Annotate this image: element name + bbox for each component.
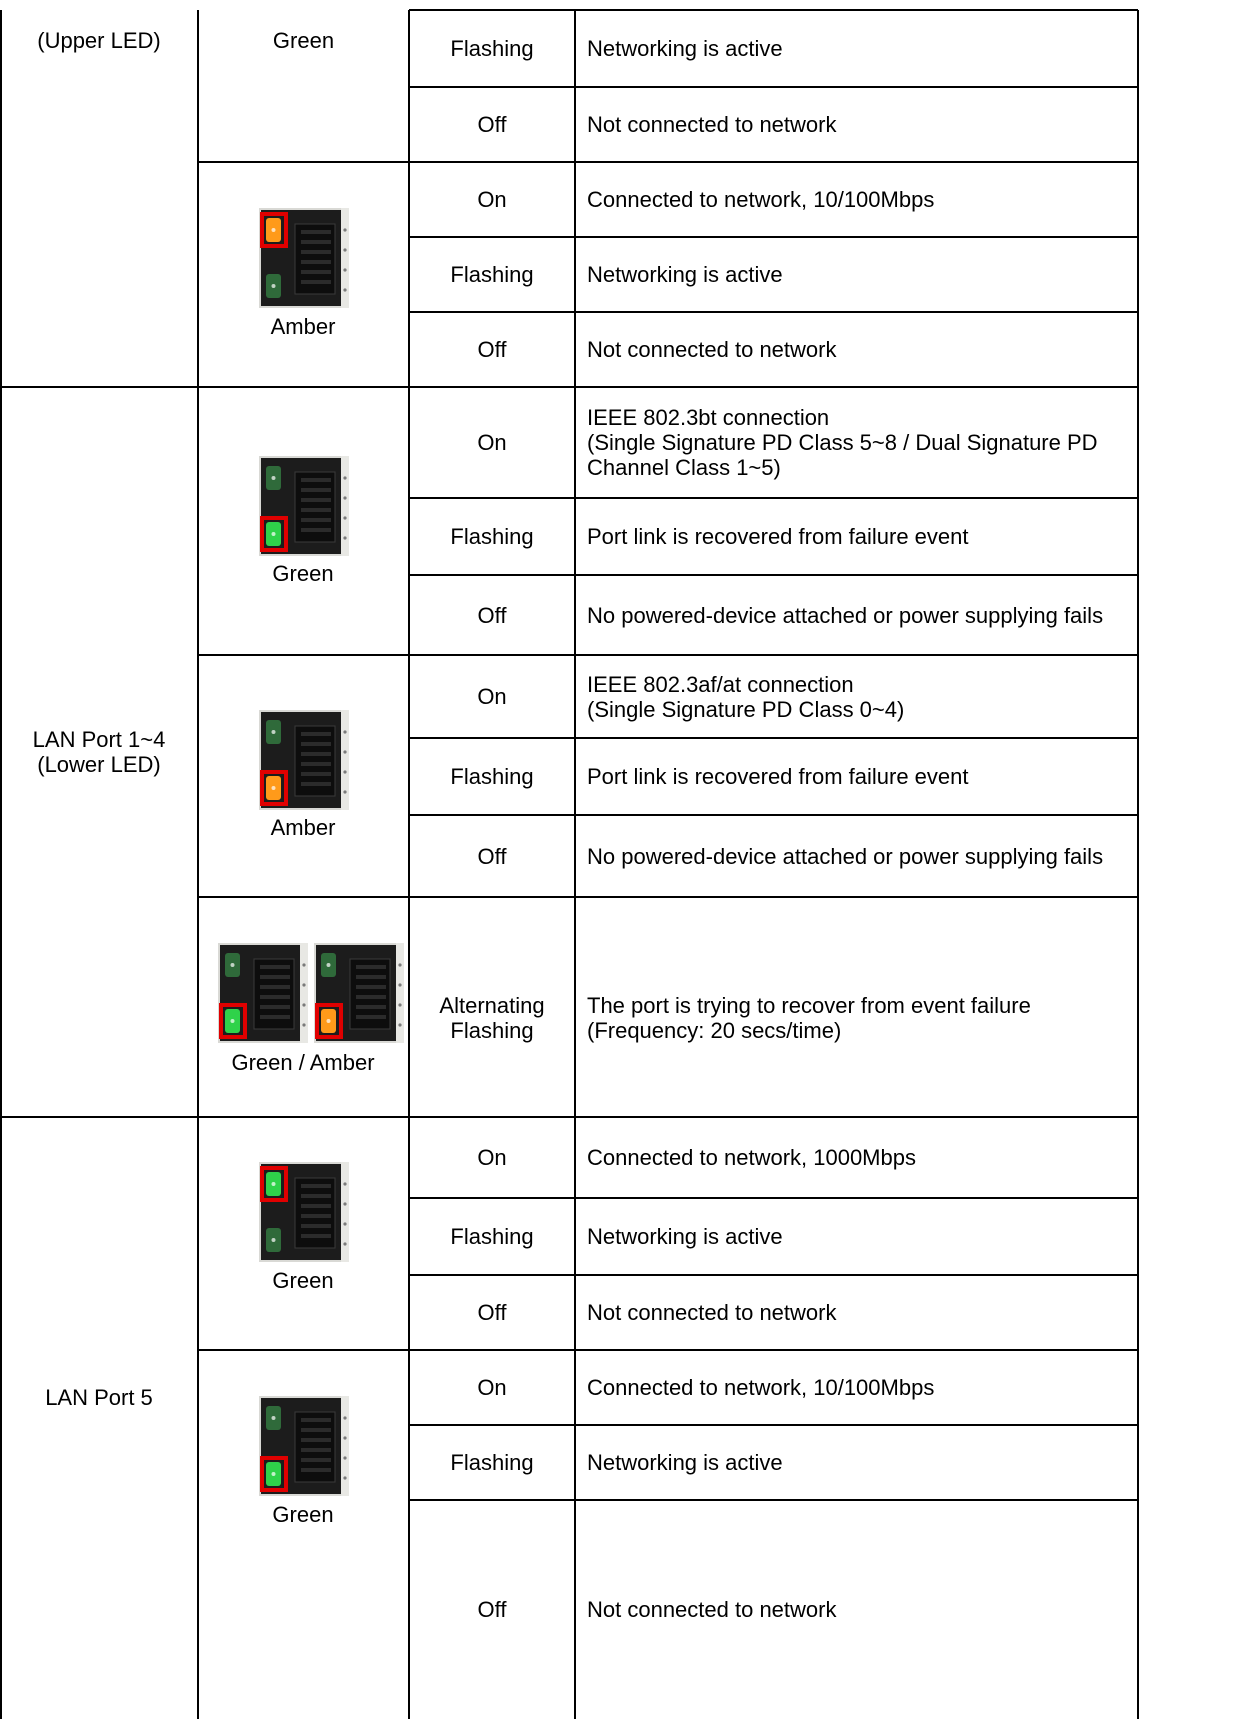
led-status: Off [477, 843, 507, 869]
led-color-label: Amber [270, 314, 336, 339]
led-status: Off [477, 1597, 507, 1622]
led-description: Port link is recovered from failure event [587, 764, 969, 789]
rj45-port-icon [259, 456, 349, 556]
led-description: Not connected to network [587, 337, 837, 362]
led-port-image [259, 456, 349, 556]
led-description: Networking is active [587, 1224, 783, 1249]
led-status: On [477, 430, 507, 455]
led-port-image [259, 710, 349, 810]
led-port-image [218, 943, 404, 1043]
led-status: Flashing [450, 36, 534, 61]
led-color-label: Green [272, 561, 334, 586]
led-status: Flashing [450, 262, 534, 287]
port-group-label: LAN Port 5 [45, 1385, 153, 1410]
rj45-port-icon [314, 943, 404, 1043]
led-color-label: Green [272, 1502, 334, 1527]
led-status: Flashing [450, 764, 534, 789]
led-status: On [477, 684, 507, 709]
rj45-port-icon [218, 943, 308, 1043]
table-left-border [0, 10, 2, 1719]
led-port-image [259, 1396, 349, 1496]
led-status: Flashing [450, 524, 534, 549]
led-status: Flashing [450, 1224, 534, 1249]
led-description: Networking is active [587, 36, 783, 61]
led-description: Connected to network, 10/100Mbps [587, 187, 935, 212]
rj45-port-icon [259, 1396, 349, 1496]
rj45-port-icon [259, 208, 349, 308]
led-port-image [259, 1162, 349, 1262]
group-divider [0, 1116, 198, 1118]
led-description: Networking is active [587, 262, 783, 287]
led-description: IEEE 802.3af/at connection (Single Signature PD Class 0~4) [587, 671, 905, 722]
led-block-divider [198, 161, 409, 163]
led-description: Connected to network, 1000Mbps [587, 1145, 916, 1170]
led-description: No powered-device attached or power supplying fails [587, 843, 1104, 869]
rj45-port-icon [259, 1162, 349, 1262]
led-description: The port is trying to recover from event failure (Frequency: 20 secs/time) [587, 993, 1031, 1043]
led-description: Port link is recovered from failure event [587, 524, 969, 549]
led-color-label: Green / Amber [231, 1050, 375, 1075]
led-status: On [477, 1375, 507, 1400]
led-status: Off [477, 1300, 507, 1325]
led-color-label: Green [272, 1268, 334, 1293]
led-color-label: Green [272, 28, 335, 53]
led-description: Not connected to network [587, 1300, 837, 1325]
led-status: Off [477, 112, 507, 137]
led-block-divider [198, 1349, 409, 1351]
column-divider [197, 10, 199, 1719]
led-color-label: Amber [270, 815, 336, 840]
led-description: IEEE 802.3bt connection (Single Signature PD Class 5~8 / Dual Signature PD Channel Class 1~5) [587, 405, 1098, 480]
led-description: Connected to network, 10/100Mbps [587, 1375, 935, 1400]
led-status: Off [477, 337, 507, 362]
led-description: Networking is active [587, 1450, 783, 1475]
led-status: On [477, 1145, 507, 1170]
port-group-label: LAN Port 1~4 (Lower LED) [32, 727, 166, 777]
led-block-divider [198, 896, 409, 898]
led-status: Off [477, 602, 507, 628]
led-description: No powered-device attached or power supplying fails [587, 602, 1104, 628]
led-port-image [259, 208, 349, 308]
group-divider [0, 386, 198, 388]
led-status: Alternating Flashing [439, 993, 545, 1043]
led-description: Not connected to network [587, 112, 837, 137]
port-group-label: (Upper LED) [37, 28, 161, 53]
led-block-divider [198, 1116, 409, 1118]
led-status: On [477, 187, 507, 212]
led-status: Flashing [450, 1450, 534, 1475]
led-block-divider [198, 654, 409, 656]
led-block-divider [198, 386, 409, 388]
table-right-border [1137, 10, 1139, 1719]
led-description: Not connected to network [587, 1597, 837, 1622]
rj45-port-icon [259, 710, 349, 810]
